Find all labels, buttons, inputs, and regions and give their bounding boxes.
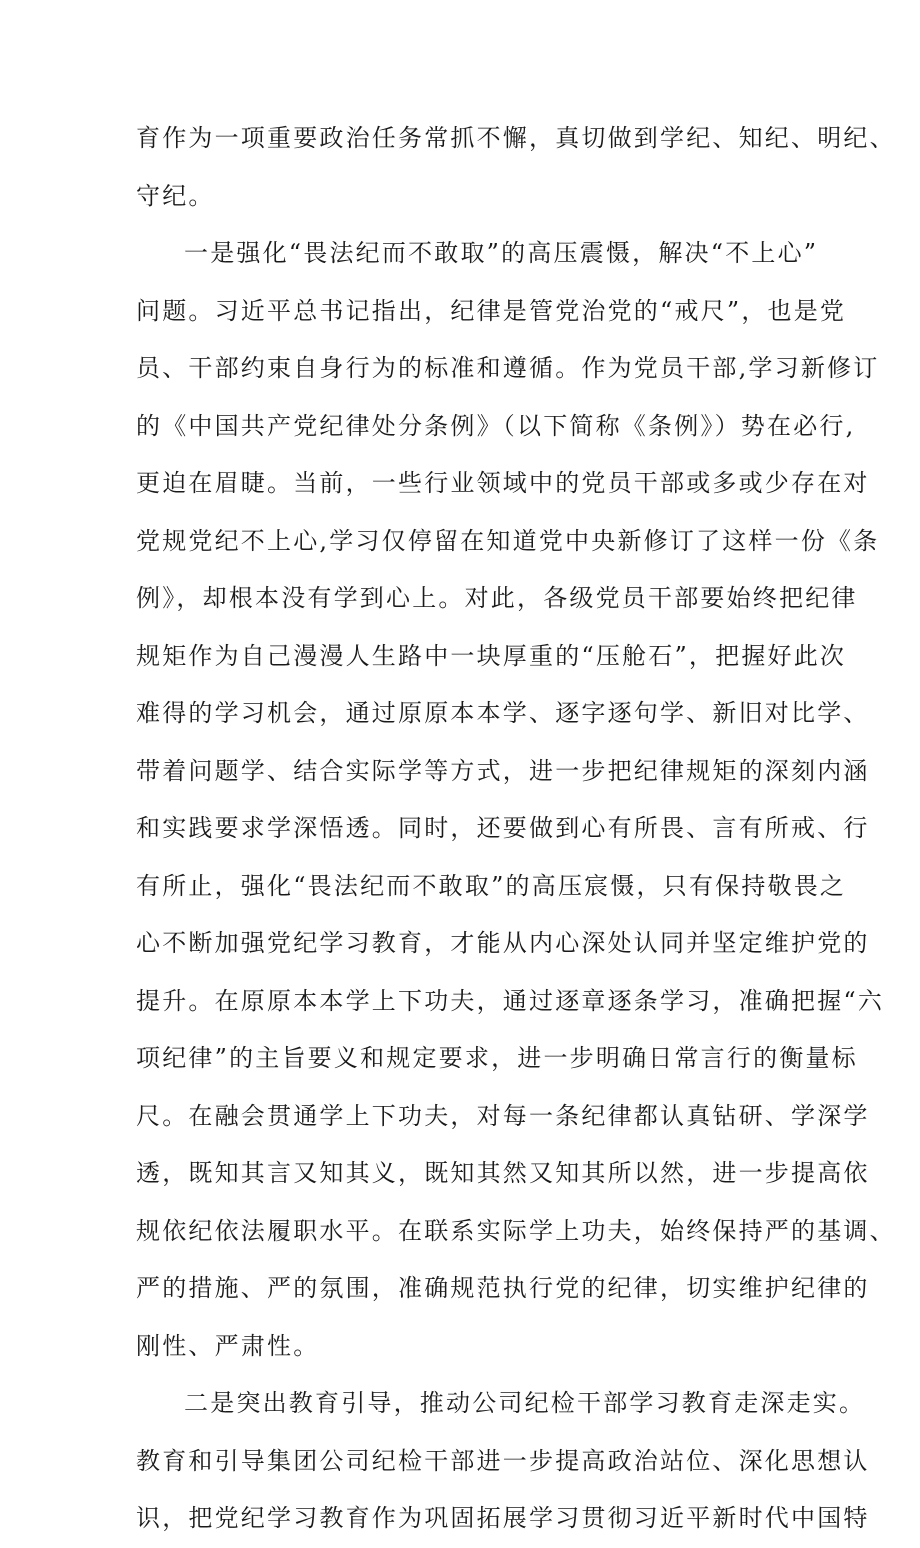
text-line: 有所止，强化“畏法纪而不敢取”的高压宸慑，只有保持敬畏之: [136, 871, 847, 900]
text-line: 规矩作为自己漫漫人生路中一块厚重的“压舱石”，把握好此次: [136, 641, 847, 670]
document-body: [136, 110, 896, 1548]
text-line: 带着问题学、结合实际学等方式，进一步把纪律规矩的深刻内涵: [136, 756, 870, 785]
text-line: 心不断加强党纪学习教育，才能从内心深处认同并坚定维护党的: [136, 929, 870, 957]
text-line: 项纪律”的主旨要义和规定要求，进一步明确日常言行的衡量标: [136, 1044, 858, 1072]
text-line: 尺。在融会贯通学上下功夫，对每一条纪律都认真钻研、学深学: [136, 1101, 870, 1130]
text-line: 党规党纪不上心,学习仅停留在知道党中央新修订了这样一份《条: [136, 526, 880, 555]
text-line: 规依纪依法履职水平。在联系实际学上功夫，始终保持严的基调、: [136, 1216, 896, 1245]
text-line: 提升。在原原本本学上下功夫，通过逐章逐条学习，准确把握“六: [136, 986, 885, 1015]
text-line: 和实践要求学深悟透。同时，还要做到心有所畏、言有所戒、行: [136, 814, 870, 842]
text-line: 难得的学习机会，通过原原本本学、逐字逐句学、新旧对比学、: [136, 699, 870, 727]
text-line: 员、干部约束自身行为的标准和遵循。作为党员干部,学习新修订: [136, 354, 880, 382]
text-line: 透，既知其言又知其义，既知其然又知其所以然，进一步提高依: [136, 1159, 870, 1187]
text-line: 识，把党纪学习教育作为巩固拓展学习贯彻习近平新时代中国特: [136, 1504, 870, 1532]
text-line: 例》，却根本没有学到心上。对此，各级党员干部要始终把纪律: [136, 584, 858, 612]
text-line: 刚性、严肃性。: [136, 1331, 320, 1360]
text-line: 教育和引导集团公司纪检干部进一步提高政治站位、深化思想认: [136, 1446, 870, 1475]
text-line: 育作为一项重要政治任务常抓不懈，真切做到学纪、知纪、明纪、: [136, 124, 896, 152]
paragraph-start-line: 二是突出教育引导，推动公司纪检干部学习教育走深走实。: [184, 1389, 866, 1417]
text-line: 的《中国共产党纪律处分条例》（以下简称《条例》）势在必行,: [136, 411, 856, 440]
paragraph-start-line: 一是强化“畏法纪而不敢取”的高压震慑，解决“不上心”: [184, 239, 819, 267]
text-line: 守纪。: [136, 181, 215, 210]
text-line: 严的措施、严的氛围，准确规范执行党的纪律，切实维护纪律的: [136, 1274, 870, 1302]
text-line: 问题。习近平总书记指出，纪律是管党治党的“戒尺”，也是党: [136, 296, 847, 325]
text-line: 更迫在眉睫。当前，一些行业领域中的党员干部或多或少存在对: [136, 469, 870, 497]
